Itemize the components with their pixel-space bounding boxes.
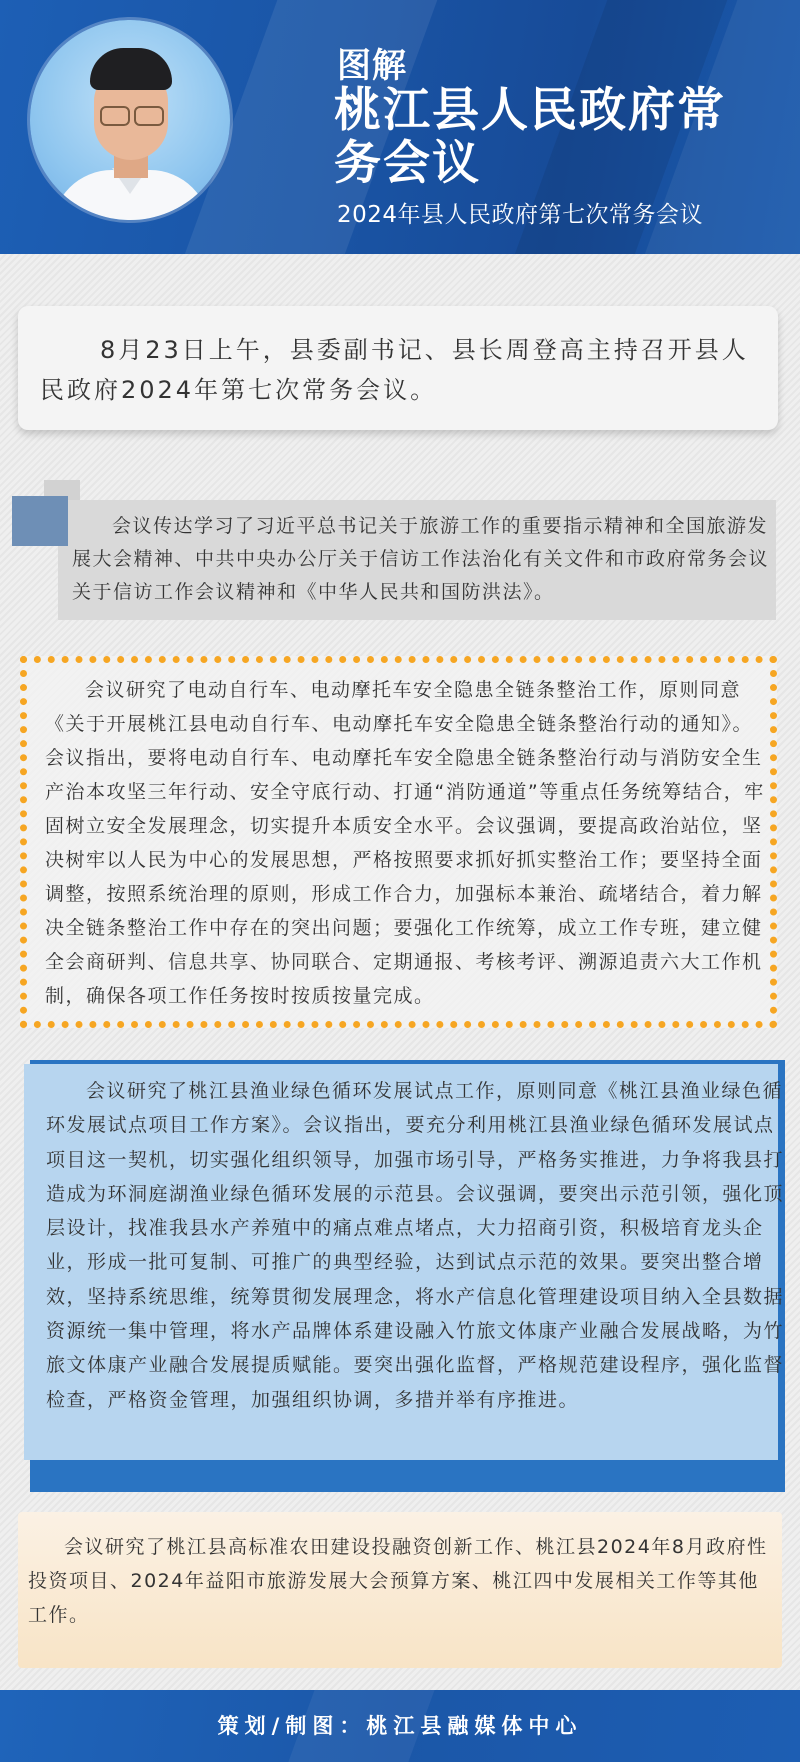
header-label: 图解 xyxy=(337,46,407,86)
page-subtitle: 2024年县人民政府第七次常务会议 xyxy=(337,202,704,228)
section-text: 会议传达学习了习近平总书记关于旅游工作的重要指示精神和全国旅游发展大会精神、中共中央办公厅关于信访工作法治化有关文件和市政府常务会议关于信访工作会议精神和《中华人民共和国防洪法》。 xyxy=(72,515,770,603)
page-title: 桃江县人民政府常务会议 xyxy=(334,83,726,191)
section-card-other-work xyxy=(18,1512,782,1668)
header-banner xyxy=(0,0,800,254)
footer-credit: 策划/制图：桃江县融媒体中心 xyxy=(217,1714,583,1738)
section-text: 会议研究了桃江县高标准农田建设投融资创新工作、桃江县2024年8月政府性投资项目、2024年益阳市旅游发展大会预算方案、桃江四中发展相关工作等其他工作。 xyxy=(28,1536,768,1626)
footer-banner xyxy=(0,1690,800,1762)
section-text: 会议研究了桃江县渔业绿色循环发展试点工作，原则同意《桃江县渔业绿色循环发展试点项目工作方案》。会议指出，要充分利用桃江县渔业绿色循环发展试点项目这一契机，切实强化组织领导，加强市场引导，严格务实推进，力争将我县打造成为环洞庭湖渔业绿色循环发展的示范县。会议强调，要突出示范引领，强化顶层设计，找准我县水产养殖中的痛点难点堵点，大力招商引资，积极培育龙头企业，形成一批可复制、可推广的典型经验，达到试点示范的效果。要突出整合增效，坚持系统思维，统筹贯彻发展理念，将水产信息化管理建设项目纳入全县数据资源统一集中管理，将水产品牌体系建设融入竹旅文体康产业融合发展战略，为竹旅文体康产业融合发展提质赋能。要突出强化监督，严格规范建设程序，强化监督检查，严格资金管理，加强组织协调，多措并举有序推进。 xyxy=(46,1080,785,1411)
intro-text: 8月23日上午，县委副书记、县长周登高主持召开县人民政府2024年第七次常务会议。 xyxy=(40,336,749,404)
section-card-ebike-safety xyxy=(20,656,777,1028)
portrait-photo xyxy=(30,20,230,220)
section-card-tourism xyxy=(58,500,776,620)
section-text: 会议研究了电动自行车、电动摩托车安全隐患全链条整治工作，原则同意《关于开展桃江县电动自行车、电动摩托车安全隐患全链条整治行动的通知》。会议指出，要将电动自行车、电动摩托车安全隐患全链条整治行动与消防安全生产治本攻坚三年行动、安全守底行动、打通“消防通道”等重点任务统筹结合，牢固树立安全发展理念，切实提升本质安全水平。会议强调，要提高政治站位，坚决树牢以人民为中心的发展思想，严格按照要求抓好抓实整治工作；要坚持全面调整，按照系统治理的原则，形成工作合力，加强标本兼治、疏堵结合，着力解决全链条整治工作中存在的突出问题；要强化工作统筹，成立工作专班，建立健全会商研判、信息共享、协同联合、定期通报、考核考评、溯源追责六大工作机制，确保各项工作任务按时按质按量完成。 xyxy=(45,679,765,1007)
section-card-fishery xyxy=(24,1064,785,1460)
intro-card xyxy=(18,306,778,430)
portrait-hair xyxy=(90,48,172,90)
portrait-glasses xyxy=(134,106,164,126)
portrait-glasses xyxy=(100,106,130,126)
corner-square-blue xyxy=(12,496,68,546)
